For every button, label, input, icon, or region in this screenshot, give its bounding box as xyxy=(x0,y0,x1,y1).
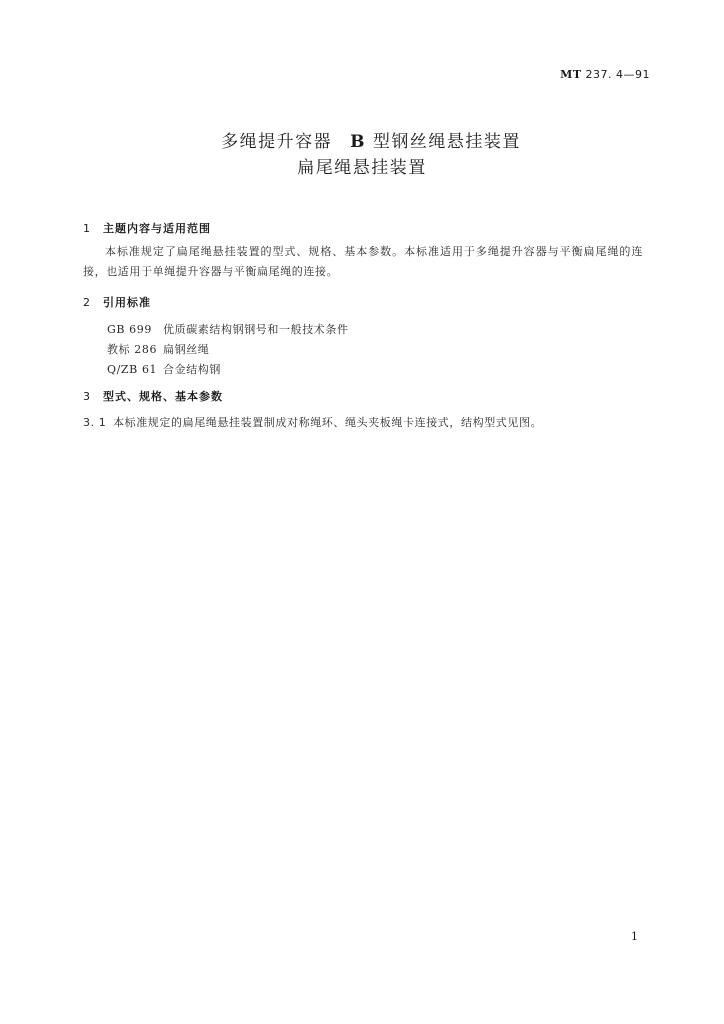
clause-text: 本标准规定的扁尾绳悬挂装置制成对称绳环、绳头夹板绳卡连接式，结构型式见图。 xyxy=(113,416,543,429)
section-3-heading xyxy=(83,388,223,404)
section-1-title: 主题内容与适用范围 xyxy=(103,222,211,235)
title-line-1 xyxy=(18,130,724,154)
standard-number xyxy=(560,68,650,81)
section-3-number: 3 xyxy=(83,390,91,403)
reference-list xyxy=(107,320,349,380)
reference-item xyxy=(107,360,349,380)
section-1-body: 本标准规定了扁尾绳悬挂装置的型式、规格、基本参数。本标准适用于多绳提升容器与平衡扁尾绳的连接，也适用于单绳提升容器与平衡扁尾绳的连接。 xyxy=(83,245,643,278)
page-number: 1 xyxy=(631,930,638,943)
section-2-heading xyxy=(83,294,151,310)
section-1-heading xyxy=(83,220,211,236)
title-line-2: 扁尾绳悬挂装置 xyxy=(297,158,427,178)
reference-code: GB 699 xyxy=(107,323,152,336)
reference-title: 扁钢丝绳 xyxy=(163,343,210,356)
reference-item xyxy=(107,320,349,340)
reference-code: 教标 286 xyxy=(107,343,158,356)
reference-title: 合金结构钢 xyxy=(163,363,221,376)
section-1-number: 1 xyxy=(83,222,91,235)
clause-3-1 xyxy=(83,414,542,430)
reference-item xyxy=(107,340,349,360)
standard-code: 237. 4—91 xyxy=(581,68,650,81)
title-part-b: B xyxy=(350,132,366,152)
section-2-number: 2 xyxy=(83,296,91,309)
title-part-1: 多绳提升容器 xyxy=(221,132,333,152)
title-part-2: 型钢丝绳悬挂装置 xyxy=(365,132,521,152)
document-title xyxy=(0,130,724,180)
standard-prefix: MT xyxy=(560,68,582,81)
reference-title: 优质碳素结构钢钢号和一般技术条件 xyxy=(163,323,349,336)
section-2-title: 引用标准 xyxy=(103,296,151,309)
section-3-title: 型式、规格、基本参数 xyxy=(103,390,223,403)
reference-code: Q/ZB 61 xyxy=(107,363,158,376)
clause-number: 3. 1 xyxy=(83,416,107,429)
